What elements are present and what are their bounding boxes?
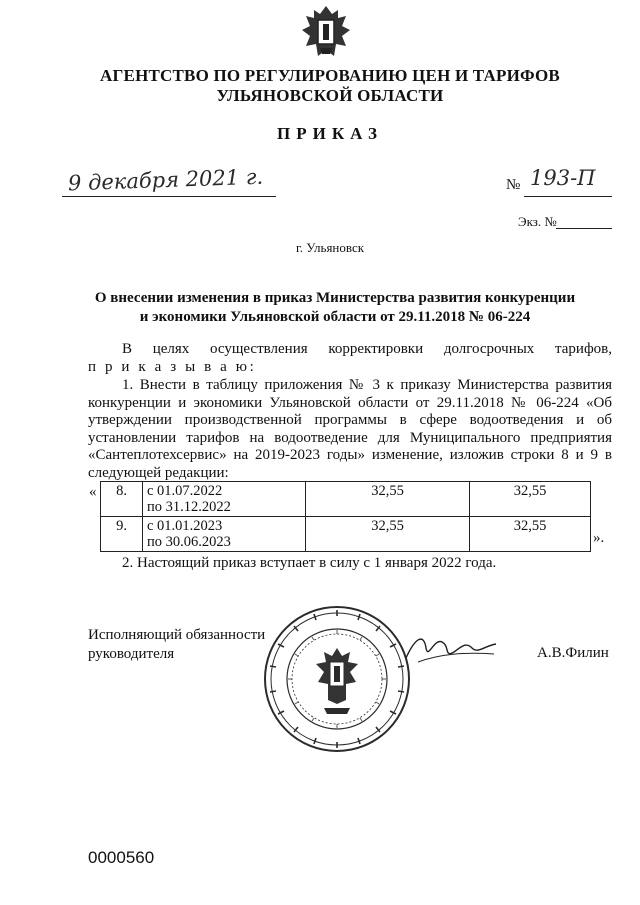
order-number: 193-П bbox=[530, 166, 596, 190]
signatory-position bbox=[88, 626, 265, 664]
subject-line1: О внесении изменения в приказ Министерства развития конкуренции bbox=[94, 290, 576, 306]
signatory-name: А.В.Филин bbox=[537, 645, 609, 661]
handwritten-signature-icon bbox=[400, 628, 500, 668]
table-row bbox=[101, 517, 591, 552]
subject-line2: и экономики Ульяновской области от 29.11.2018 № 06-224 bbox=[139, 309, 531, 325]
body-item1: 1. Внести в таблицу приложения № 3 к приказу Министерства развития конкуренции и экономики Ульяновской области от 29.11.2018 № 06-224 «Об утверждении производственной программы в сфере водоотведения и об установлении тарифов на водоотведение для Муниципального предприятия «Сантеплотехсервис» на 2019-2023 годы» изменение, изложив строки 8 и 9 в следующей редакции: bbox=[88, 377, 612, 481]
period-to: по 30.06.2023 bbox=[147, 534, 231, 550]
row-number: 8. bbox=[101, 482, 143, 517]
tariff-table bbox=[100, 481, 591, 552]
period-to: по 31.12.2022 bbox=[147, 499, 231, 515]
row-number: 9. bbox=[101, 517, 143, 552]
number-underline bbox=[524, 196, 612, 197]
table-row bbox=[101, 482, 591, 517]
row-value2: 32,55 bbox=[470, 482, 591, 517]
quote-close: ». bbox=[593, 530, 605, 546]
official-seal-icon bbox=[262, 604, 412, 754]
order-date: 9 декабря 2021 г. bbox=[67, 164, 264, 196]
body-intro: В целях осуществления корректировки долгосрочных тарифов, bbox=[122, 341, 612, 357]
row-value2: 32,55 bbox=[470, 517, 591, 552]
agency-name-line1: АГЕНТСТВО ПО РЕГУЛИРОВАНИЮ ЦЕН И ТАРИФОВ bbox=[100, 66, 560, 85]
row-value1: 32,55 bbox=[306, 517, 470, 552]
city: г. Ульяновск bbox=[295, 240, 365, 255]
copy-number-label: Экз. № bbox=[518, 214, 557, 229]
document-serial-number: 0000560 bbox=[88, 848, 155, 867]
coat-of-arms-icon bbox=[296, 4, 356, 64]
quote-open: « bbox=[89, 484, 97, 500]
row-value1: 32,55 bbox=[306, 482, 470, 517]
position-line1: Исполняющий обязанности bbox=[88, 627, 266, 643]
agency-name-line2: УЛЬЯНОВСКОЙ ОБЛАСТИ bbox=[216, 86, 444, 105]
order-number-label: № bbox=[506, 177, 521, 193]
body-item2: 2. Настоящий приказ вступает в силу с 1 января 2022 года. bbox=[122, 555, 497, 571]
date-underline bbox=[62, 196, 276, 197]
period-from: с 01.01.2023 bbox=[147, 518, 223, 534]
order-title: ПРИКАЗ bbox=[277, 124, 383, 143]
body-decree-word: п р и к а з ы в а ю: bbox=[88, 359, 257, 375]
order-subject bbox=[70, 289, 600, 327]
row-period bbox=[143, 482, 306, 517]
copy-number-underline bbox=[556, 228, 612, 229]
position-line2: руководителя bbox=[88, 646, 175, 662]
row-period bbox=[143, 517, 306, 552]
period-from: с 01.07.2022 bbox=[147, 483, 223, 499]
